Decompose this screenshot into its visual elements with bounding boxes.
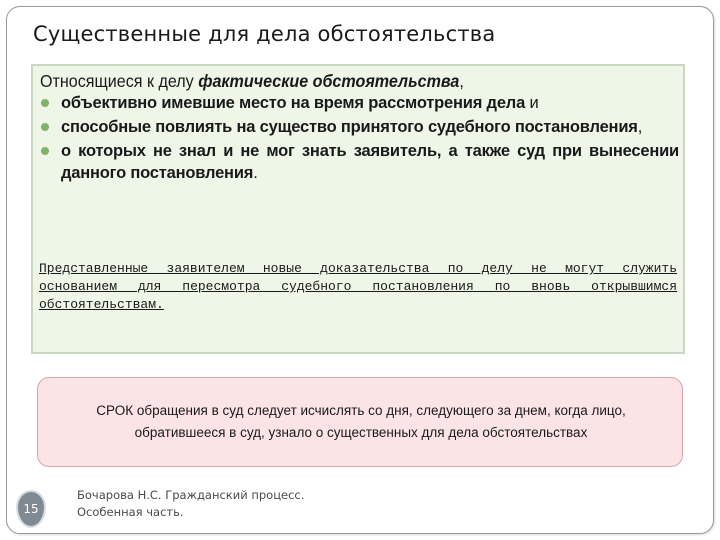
intro-suffix: ,: [459, 71, 464, 91]
content-box: [31, 64, 685, 354]
bullet-icon: [41, 123, 49, 131]
condition-tail: .: [253, 164, 258, 182]
bullet-icon: [41, 99, 49, 107]
deadline-note: [37, 377, 683, 467]
condition-item: [39, 92, 679, 114]
bullet-icon: [41, 147, 49, 155]
condition-item: [39, 116, 679, 138]
page-number: 15: [23, 502, 39, 516]
condition-text: объективно имевшие место на время рассмотрения дела: [61, 94, 526, 112]
footer-line: Особенная часть.: [77, 505, 184, 519]
footer-line: Бочарова Н.С. Гражданский процесс.: [77, 488, 305, 502]
statement-text: Представленные заявителем новые доказательства по делу не могут служить основанием для пересмотра судебного постановления по вновь открывшимся обстоятельствам.: [39, 261, 677, 312]
condition-item: [39, 140, 679, 184]
condition-tail: ,: [637, 118, 643, 136]
deadline-note-text: СРОК обращения в суд следует исчислять со дня, следующего за днем, когда лицо, обратившееся в суд, узнало о существенных для дела обстоятельствах: [96, 403, 626, 440]
condition-text: о которых не знал и не мог знать заявитель, а также суд при вынесении данного постановления: [61, 142, 679, 182]
slide-title: Существенные для дела обстоятельства: [33, 22, 496, 46]
conditions-list: [39, 92, 679, 184]
condition-text: способные повлиять на существо принятого судебного постановления: [61, 118, 638, 136]
footer-citation: [77, 487, 337, 521]
condition-tail: и: [525, 94, 539, 112]
intro-line: [40, 70, 629, 92]
intro-prefix: Относящиеся к делу: [40, 71, 199, 91]
intro-emphasis: фактические обстоятельства: [198, 71, 460, 91]
